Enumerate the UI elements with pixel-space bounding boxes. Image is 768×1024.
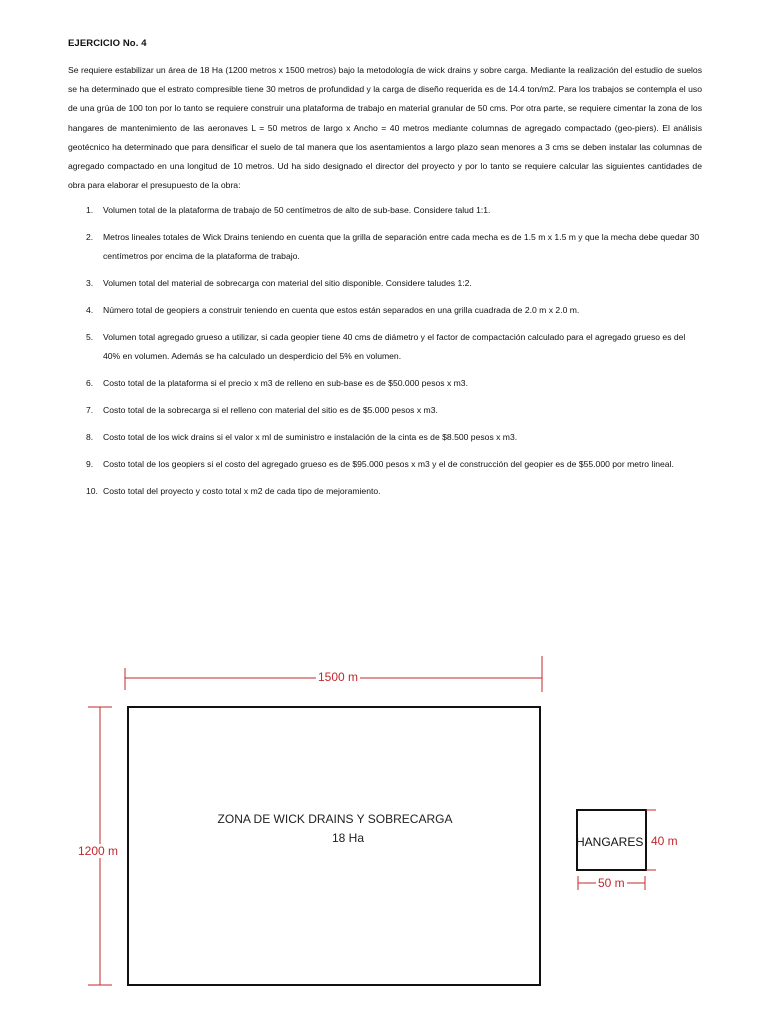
wick-drains-zone xyxy=(128,707,540,985)
zone-title: ZONA DE WICK DRAINS Y SOBRECARGA xyxy=(217,812,453,826)
list-item: 6. Costo total de la plataforma si el precio x m3 de relleno en sub-base es de $50.000 pesos x m3. xyxy=(86,378,468,389)
zone-area: 18 Ha xyxy=(331,831,365,845)
list-item: 7. Costo total de la sobrecarga si el relleno con material del sitio es de $5.000 pesos x m3. xyxy=(86,405,438,416)
hangar-label: HANGARES xyxy=(576,835,644,849)
list-item: 3. Volumen total del material de sobrecarga con material del sitio disponible. Considere taludes 1:2. xyxy=(86,278,472,289)
list-item: 1. Volumen total de la plataforma de trabajo de 50 centímetros de alto de sub-base. Considere talud 1:1. xyxy=(86,205,491,216)
height-dimension-label: 1200 m xyxy=(78,844,119,858)
hangar-width-label: 50 m xyxy=(598,876,625,890)
list-item: 10. Costo total del proyecto y costo total x m2 de cada tipo de mejoramiento. xyxy=(86,486,381,497)
hangar-height-label: 40 m xyxy=(651,834,678,848)
exercise-title: EJERCICIO No. 4 xyxy=(68,38,147,49)
list-item: 9. Costo total de los geopiers si el costo del agregado grueso es de $95.000 pesos x m3 y el de construcción del geopier es de $55.000 por metro lineal. xyxy=(86,459,674,470)
width-dimension-label: 1500 m xyxy=(318,670,359,684)
list-item: 4. Número total de geopiers a construir teniendo en cuenta que estos están separados en una grilla cuadrada de 2.0 m x 2.0 m. xyxy=(86,305,580,316)
intro-paragraph: Se requiere estabilizar un área de 18 Ha (1200 metros x 1500 metros) bajo la metodología de wick drains y sobre carga. Mediante la realización del estudio de suelos se ha determinado que el estrato compresible tiene 30 metros de profundidad y la carga de diseño requerida es de 14.4 ton/m2. Para los trabajos se contempla el uso de una grúa de 100 ton por lo tanto se requiere construir una plataforma de trabajo en material granular de 50 cms. Por otra parte, se requiere cimentar la zona de los hangares de mantenimiento de las aeronaves L = 50 metros de largo x Ancho = 40 metros mediante columnas de agregado compactado (geo-piers). El análisis geotécnico ha determinado que para densificar el suelo de tal manera que los asentamientos a largo plazo sean menores a 3 cms se deben instalar las columnas de agregado compactado en una longitud de 10 metros. Ud ha sido designado el director del proyecto y por lo tanto se requiere calcular las siguientes cantidades de obra para elaborar el presupuesto de la obra: xyxy=(68,65,702,191)
tasks-list xyxy=(68,201,702,501)
list-item: 5. Volumen total agregado grueso a utilizar, si cada geopier tiene 40 cms de diámetro y el factor de compactación calculado para el agregado grueso es del 40% en volumen. Además se ha calculado un desperdicio del 5% en volumen. xyxy=(86,332,686,362)
list-item: 8. Costo total de los wick drains si el valor x ml de suministro e instalación de la cinta es de $8.500 pesos x m3. xyxy=(86,432,518,443)
document-body xyxy=(68,38,702,509)
list-item: 2. Metros lineales totales de Wick Drains teniendo en cuenta que la grilla de separación entre cada mecha es de 1.5 m x 1.5 m y que la mecha debe quedar 30 centímetros por encima de la plataforma de trabajo. xyxy=(86,232,700,262)
